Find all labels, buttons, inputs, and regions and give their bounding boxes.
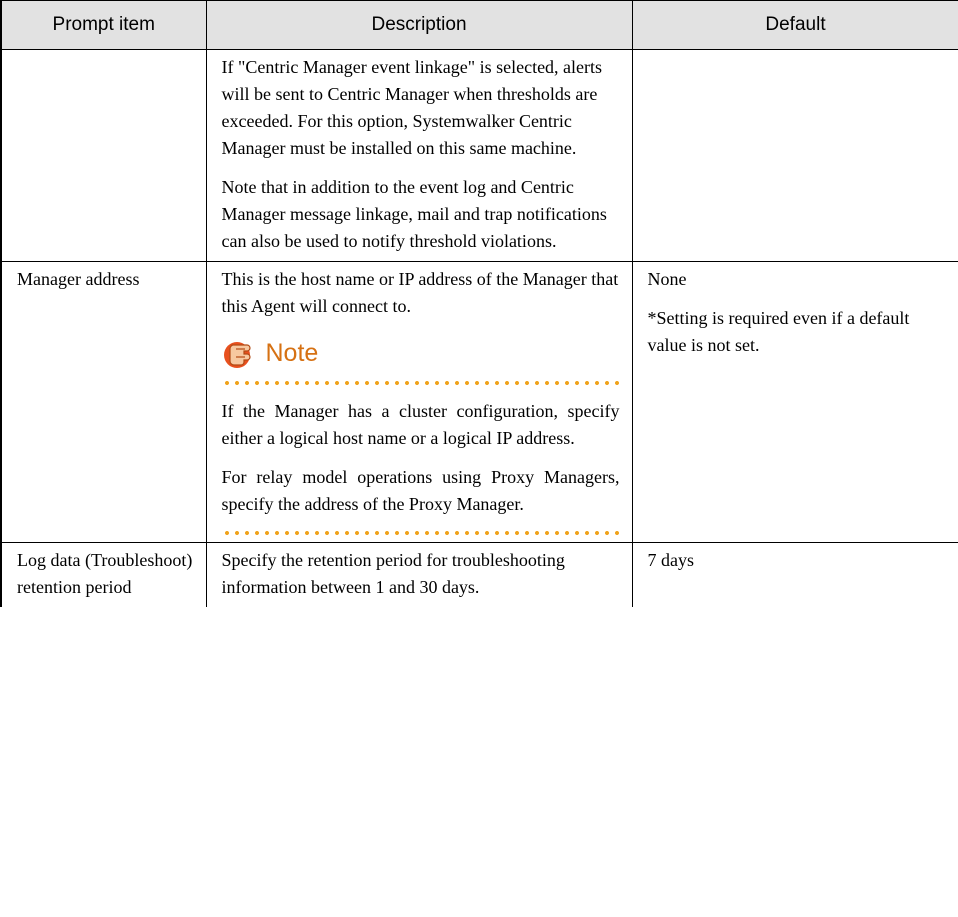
- note-hand-icon: [222, 336, 256, 370]
- table-row: [1, 543, 958, 608]
- note-label: Note: [265, 338, 319, 367]
- header-default: Default: [632, 1, 958, 50]
- table-row: [1, 262, 958, 543]
- description-paragraph: If "Centric Manager event linkage" is selected, alerts will be sent to Centric Manager when thresholds are exceeded. For this option, Systemwalker Centric Manager must be installed on this same machine.: [221, 57, 603, 158]
- header-description: Description: [206, 1, 632, 50]
- description-paragraph: Specify the retention period for troubleshooting information between 1 and 30 days.: [221, 550, 565, 597]
- description-paragraph: Note that in addition to the event log and Centric Manager message linkage, mail and trap notifications can also be used to notify threshold violations.: [221, 177, 607, 251]
- prompt-item-cell: [1, 50, 206, 262]
- note-paragraph: If the Manager has a cluster configuration, specify either a logical host name or a logical IP address.: [221, 401, 620, 448]
- default-value: None: [647, 269, 687, 289]
- note-paragraph: For relay model operations using Proxy Managers, specify the address of the Proxy Manager.: [221, 467, 620, 514]
- prompt-item-cell: Log data (Troubleshoot) retention period: [1, 543, 206, 608]
- description-cell: [206, 543, 632, 608]
- description-cell: [206, 262, 632, 543]
- description-paragraph: This is the host name or IP address of the Manager that this Agent will connect to.: [221, 269, 619, 316]
- table-header-row: [1, 1, 958, 50]
- header-prompt-item: Prompt item: [1, 1, 206, 50]
- table-row: [1, 50, 958, 262]
- note-divider-bottom: [222, 530, 620, 536]
- default-remark: *Setting is required even if a default value is not set.: [647, 308, 910, 355]
- note-divider-top: [222, 380, 620, 386]
- description-cell: [206, 50, 632, 262]
- default-cell: [632, 543, 958, 608]
- default-cell: [632, 50, 958, 262]
- prompt-item-cell: Manager address: [1, 262, 206, 543]
- default-cell: [632, 262, 958, 543]
- note-header: [222, 332, 620, 374]
- default-value: 7 days: [647, 550, 694, 570]
